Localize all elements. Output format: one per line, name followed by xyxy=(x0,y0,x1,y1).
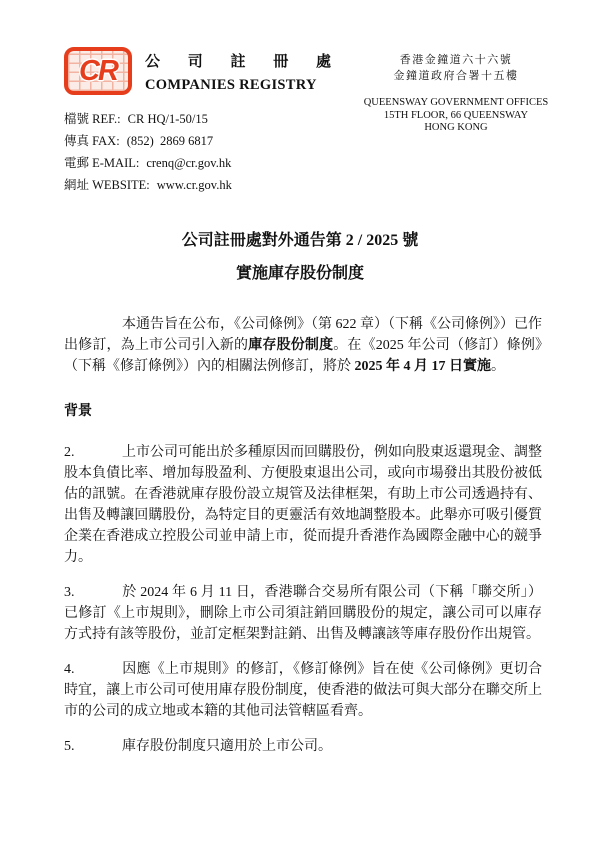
ref-value: CR HQ/1-50/15 xyxy=(127,112,208,126)
section-heading-background: 背景 xyxy=(64,404,92,419)
logo-cr-text: CR xyxy=(79,54,117,87)
address-line: 金鐘道政府合署十五樓 xyxy=(393,70,519,82)
paragraph-text: 上市公司可能出於多種原因而回購股份，例如向股東返還現金、調整股本負債比率、增加每股盈利、方便股東退出公司，或向市場發出其股份被低估的訊號。在香港就庫存股份設立規管及法律框架，有助上市公司透過持有、出售及轉讓回購股份，為特定目的更靈活有效地調整股本。此舉亦可吸引優質企業在香港成立控股公司並申請上市，從而提升香港作為國際金融中心的競爭力。 xyxy=(64,445,542,565)
contact-info xyxy=(64,109,232,197)
ref-label: 檔號 REF.: xyxy=(64,112,121,126)
fax-label: 傳真 FAX: xyxy=(64,134,120,148)
office-address-chinese xyxy=(342,52,570,84)
contact-row-fax xyxy=(64,131,232,153)
paragraph-3 xyxy=(64,582,542,645)
intro-segment: 本通告旨在公布，《公司條例》（第 622 章）（下稱《公司條例》）已作出修訂，為上市公司引入新的 xyxy=(64,317,542,353)
org-names xyxy=(145,47,343,94)
address-line: HONG KONG xyxy=(424,122,488,133)
contact-row-email xyxy=(64,153,232,175)
intro-segment-bold-treasury-regime: 庫存股份制度 xyxy=(248,338,334,353)
paragraph-number: 3. xyxy=(64,585,75,600)
intro-segment-bold-commencement-date: 2025 年 4 月 17 日實施 xyxy=(354,359,491,374)
paragraph-text: 庫存股份制度只適用於上市公司。 xyxy=(122,739,332,754)
org-name-chinese: 公 司 註 冊 處 xyxy=(145,54,344,70)
letterhead xyxy=(64,47,343,95)
org-name-english: COMPANIES REGISTRY xyxy=(145,77,317,93)
fax-value: (852) 2869 6817 xyxy=(126,134,214,148)
paragraph-2 xyxy=(64,442,542,568)
notice-body xyxy=(64,314,542,771)
notice-subtitle: 實施庫存股份制度 xyxy=(235,265,364,282)
paragraph-4 xyxy=(64,659,542,722)
paragraph-text: 因應《上市規則》的修訂，《修訂條例》旨在使《公司條例》更切合時宜，讓上市公司可使用庫存股份制度，使香港的做法可與大部分在聯交所上市的公司的成立地或本籍的其他司法管轄區看齊。 xyxy=(64,662,542,719)
intro-segment: 。 xyxy=(491,359,505,374)
office-address-block xyxy=(342,52,570,135)
notice-heading xyxy=(0,231,600,283)
address-line: 15TH FLOOR, 66 QUEENSWAY xyxy=(383,109,529,121)
website-value: www.cr.gov.hk xyxy=(156,178,232,192)
intro-paragraph xyxy=(64,314,542,377)
notice-title: 公司註冊處對外通告第 2 / 2025 號 xyxy=(181,232,419,249)
website-label: 網址 WEBSITE: xyxy=(64,178,150,192)
office-address-english xyxy=(342,97,570,135)
email-label: 電郵 E-MAIL: xyxy=(64,156,140,170)
intro-segment: 。在《2025 年公司（修訂）條例》（下稱《修訂條例》）內的相關法例修訂，將於 xyxy=(64,338,542,374)
paragraph-number: 2. xyxy=(64,445,75,460)
contact-row-ref xyxy=(64,109,232,131)
paragraph-text: 於 2024 年 6 月 11 日，香港聯合交易所有限公司（下稱「聯交所」）已修訂《上市規則》，刪除上市公司須註銷回購股份的規定，讓公司可以庫存方式持有該等股份，並訂定框架對註銷、出售及轉讓該等庫存股份作出規管。 xyxy=(64,585,542,642)
paragraph-number: 4. xyxy=(64,662,75,677)
paragraph-5 xyxy=(64,736,542,757)
email-value: crenq@cr.gov.hk xyxy=(146,156,232,170)
address-line: QUEENSWAY GOVERNMENT OFFICES xyxy=(363,97,549,108)
address-line: 香港金鐘道六十六號 xyxy=(399,54,513,66)
contact-row-website xyxy=(64,175,232,197)
paragraph-number: 5. xyxy=(64,739,75,754)
companies-registry-logo-icon xyxy=(64,47,132,95)
